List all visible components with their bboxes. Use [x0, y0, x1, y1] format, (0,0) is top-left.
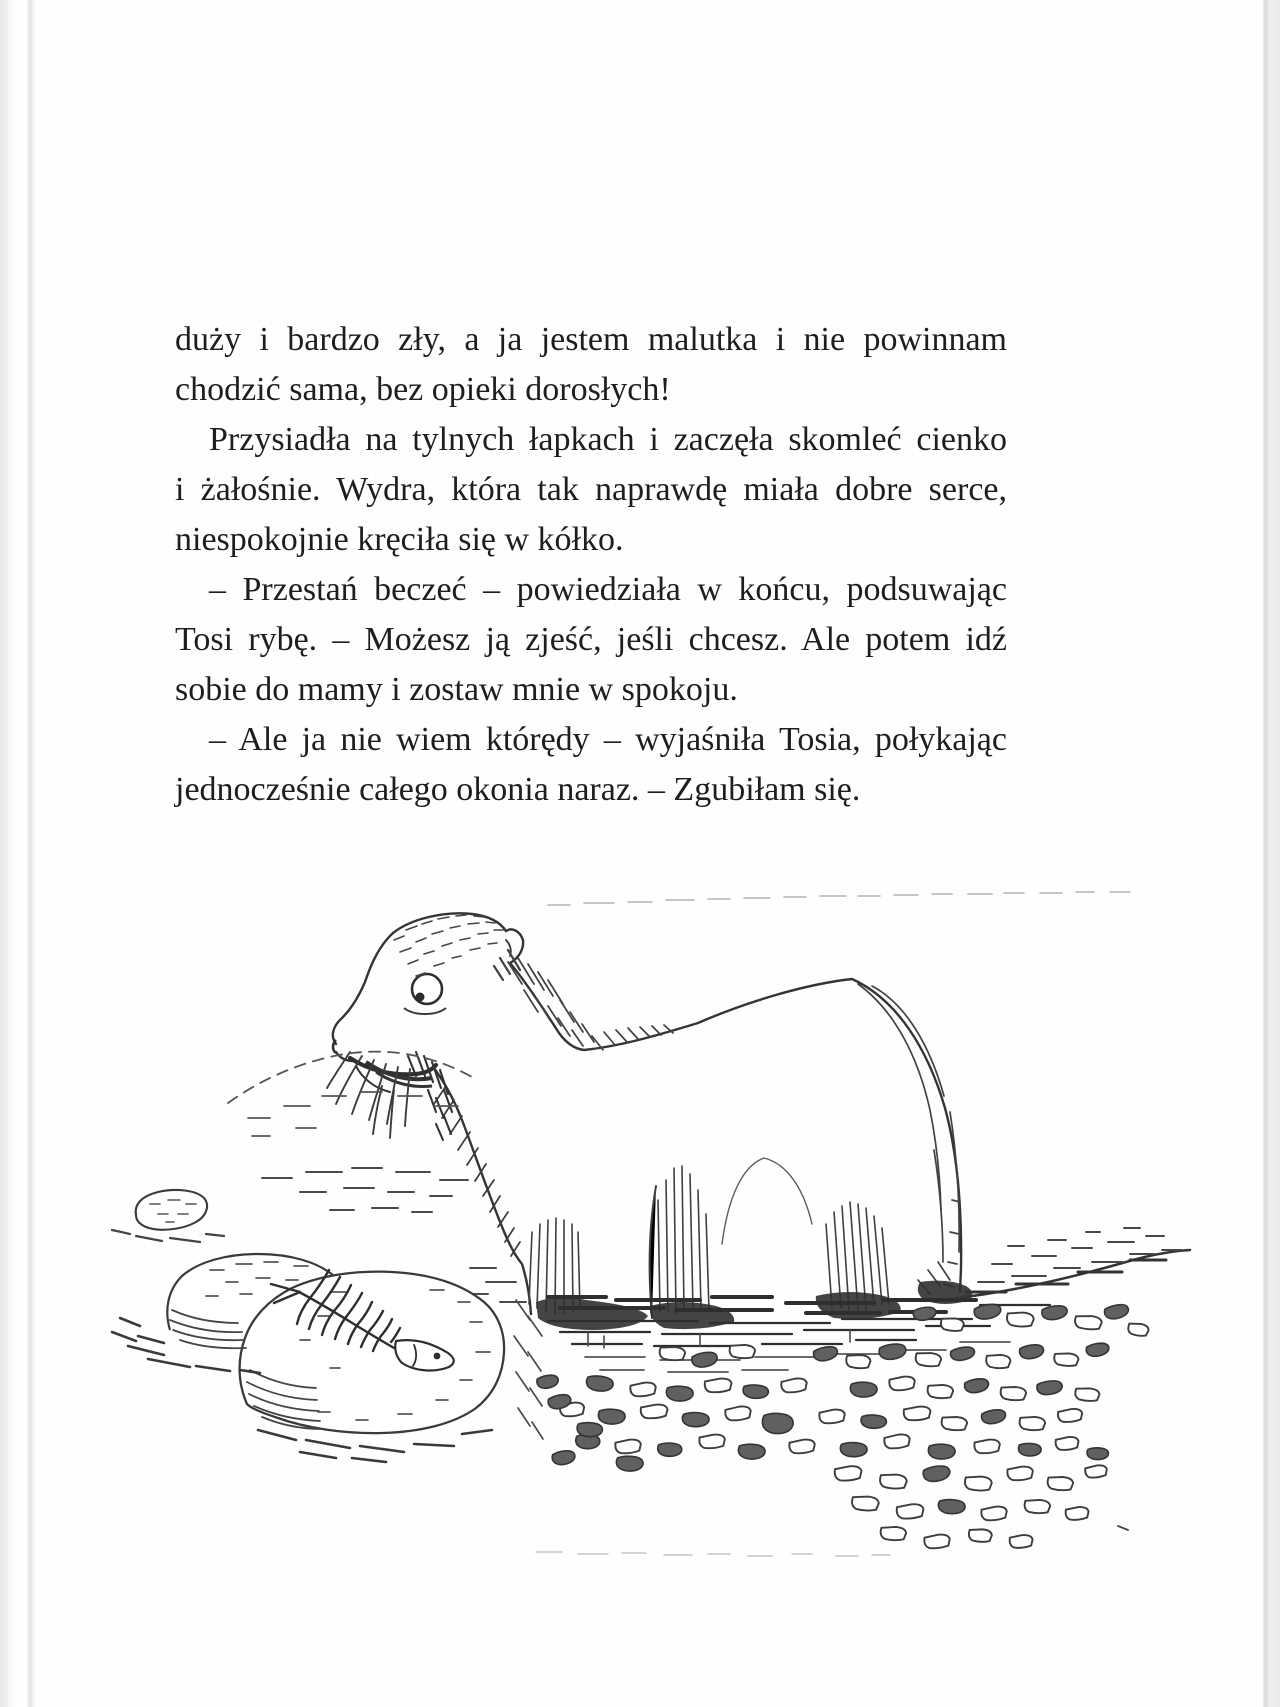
otter-neck-hatch	[494, 950, 673, 1050]
right-bank	[956, 1228, 1190, 1298]
bottom-faint-dashes	[536, 1552, 890, 1556]
small-stone	[112, 1190, 224, 1242]
text-line-10: jednocześnie całego okonia naraz. – Zgubiłam się.	[175, 771, 861, 808]
text-line-4: i żałośnie. Wydra, która tak naprawdę miała dobre serce,	[175, 471, 1007, 508]
text-line-1: duży i bardzo zły, a ja jestem malutka i nie powinnam	[175, 321, 1007, 358]
text-line-2: chodzić sama, bez opieki dorosłych!	[175, 371, 671, 408]
otter-chest-hatch	[408, 1052, 520, 1256]
text-line-7: Tosi rybę. – Możesz ją zjeść, jeśli chcesz. Ale potem idź	[175, 621, 1007, 658]
pebble-field	[536, 1303, 1149, 1549]
fish-rock	[112, 1254, 504, 1462]
text-line-8: sobie do mamy i zostaw mnie w spokoju.	[175, 671, 738, 708]
water-edge-hatch	[514, 1300, 543, 1439]
fish-eye	[434, 1353, 441, 1360]
text-line-3: Przysiadła na tylnych łapkach i zaczęła skomleć cienko	[209, 421, 1007, 458]
otter-pupil	[416, 993, 425, 1002]
text-line-9: – Ale ja nie wiem którędy – wyjaśniła Tosia, połykając	[209, 721, 1007, 758]
text-line-6: – Przestań beczeć – powiedziała w końcu, podsuwając	[209, 571, 1007, 608]
text-line-5: niespokojnie kręciła się w kółko.	[175, 521, 624, 558]
distant-waterline	[548, 892, 1130, 905]
